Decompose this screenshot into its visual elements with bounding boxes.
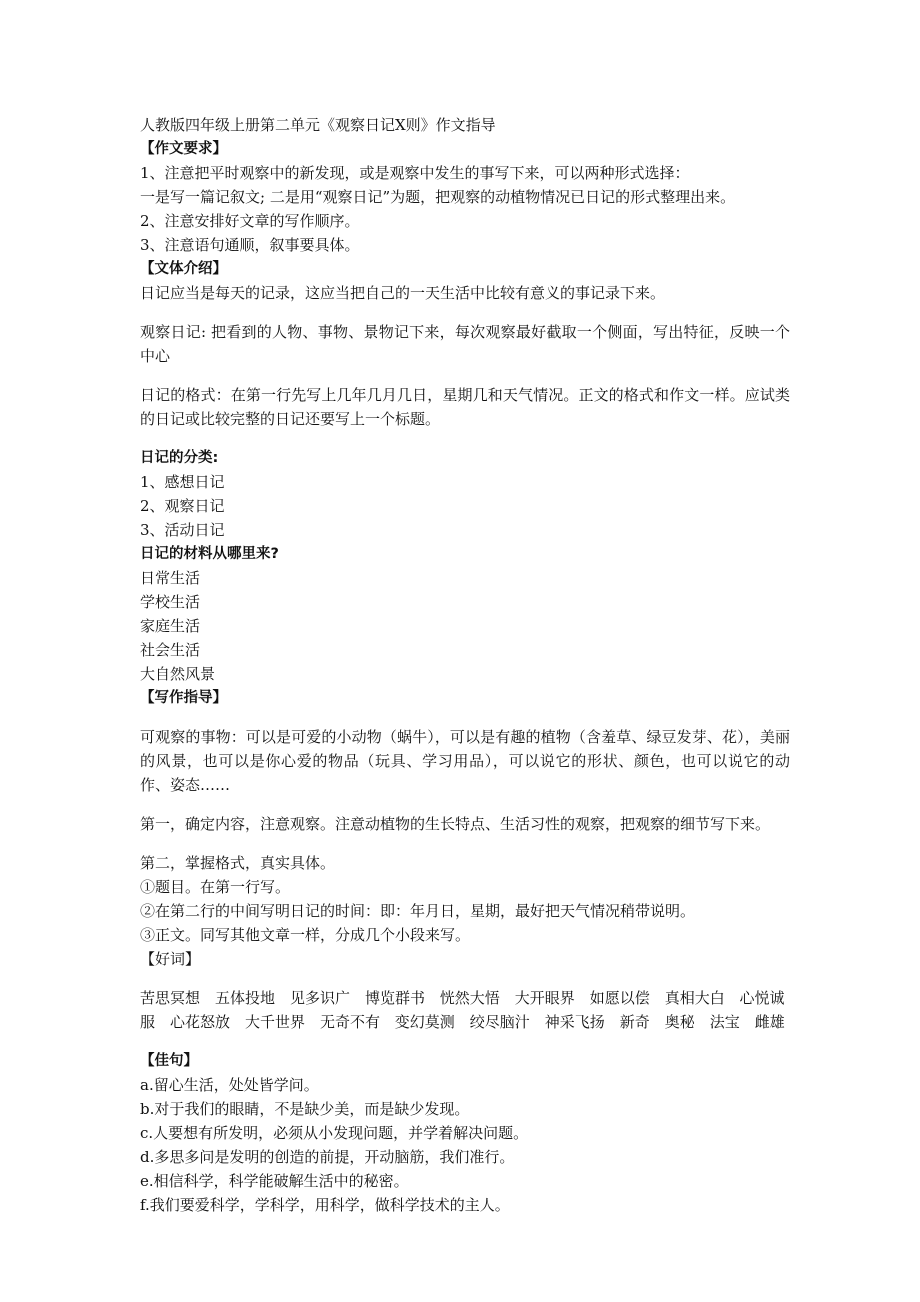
materials-item: 社会生活 xyxy=(140,641,201,659)
style-intro-paragraph: 日记的格式：在第一行先写上几年几月几日，星期几和天气情况。正文的格式和作文一样。应试类的日记或比较完整的日记还要写上一个标题。 xyxy=(140,386,790,428)
sentence-item: f.我们要爱科学，学科学，用科学，做科学技术的主人。 xyxy=(140,1196,510,1214)
requirement-item: 2、注意安排好文章的写作顺序。 xyxy=(140,212,360,230)
style-intro-paragraph: 观察日记: 把看到的人物、事物、景物记下来，每次观察最好截取一个侧面，写出特征，反映一个中心 xyxy=(140,323,790,365)
guide-paragraph: 第二，掌握格式，真实具体。 xyxy=(140,854,336,872)
requirement-item: 1、注意把平时观察中的新发现，或是观察中发生的事写下来，可以两种形式选择： xyxy=(140,164,690,182)
materials-item: 学校生活 xyxy=(140,593,201,611)
guide-heading: 【写作指导】 xyxy=(140,690,227,706)
guide-paragraph: 可观察的事物：可以是可爱的小动物（蜗牛），可以是有趣的植物（含羞草、绿豆发芽、花），美丽的风景，也可以是你心爱的物品（玩具、学习用品），可以说它的形状、颜色，也可以说它的动作、姿态…… xyxy=(140,728,790,794)
style-intro-paragraph: 日记应当是每天的记录，这应当把自己的一天生活中比较有意义的事记录下来。 xyxy=(140,284,666,302)
good-words-heading: 【好词】 xyxy=(140,950,201,968)
requirement-item: 一是写一篇记叙文; 二是用“观察日记”为题，把观察的动植物情况已日记的形式整理出来。 xyxy=(140,188,736,206)
sentence-item: c.人要想有所发明，必须从小发现问题，并学着解决问题。 xyxy=(140,1124,529,1142)
good-words-list: 苦思冥想 五体投地 见多识广 博览群书 恍然大悟 大开眼界 如愿以偿 真相大白 心悦诚服 心花怒放 大千世界 无奇不有 变幻莫测 绞尽脑汁 神采飞扬 新奇 奥秘 法宝 雌雄 xyxy=(140,989,785,1031)
requirements-heading: 【作文要求】 xyxy=(140,141,227,157)
sentence-item: e.相信科学，科学能破解生活中的秘密。 xyxy=(140,1172,409,1190)
sentence-item: b.对于我们的眼睛，不是缺少美，而是缺少发现。 xyxy=(140,1100,470,1118)
materials-item: 日常生活 xyxy=(140,569,201,587)
sentence-item: d.多思多问是发明的创造的前提，开动脑筋，我们准行。 xyxy=(140,1148,515,1166)
guide-step: ②在第二行的中间写明日记的时间：即：年月日，星期，最好把天气情况稍带说明。 xyxy=(140,902,696,920)
guide-paragraph: 第一，确定内容，注意观察。注意动植物的生长特点、生活习性的观察，把观察的细节写下来。 xyxy=(140,815,771,833)
style-intro-heading: 【文体介绍】 xyxy=(140,261,227,277)
document-title: 人教版四年级上册第二单元《观察日记X则》作文指导 xyxy=(140,116,496,134)
materials-item: 家庭生活 xyxy=(140,617,201,635)
sentence-item: a.留心生活，处处皆学问。 xyxy=(140,1076,319,1094)
classification-item: 3、活动日记 xyxy=(140,521,225,539)
guide-step: ①题目。在第一行写。 xyxy=(140,878,291,896)
classification-heading: 日记的分类: xyxy=(140,450,219,466)
classification-item: 1、感想日记 xyxy=(140,473,225,491)
good-sentences-heading: 【佳句】 xyxy=(140,1053,198,1069)
guide-step: ③正文。同写其他文章一样，分成几个小段来写。 xyxy=(140,926,471,944)
requirement-item: 3、注意语句通顺，叙事要具体。 xyxy=(140,236,360,254)
materials-item: 大自然风景 xyxy=(140,665,216,683)
classification-item: 2、观察日记 xyxy=(140,497,225,515)
materials-heading: 日记的材料从哪里来? xyxy=(140,546,279,562)
document-page xyxy=(140,113,790,1217)
